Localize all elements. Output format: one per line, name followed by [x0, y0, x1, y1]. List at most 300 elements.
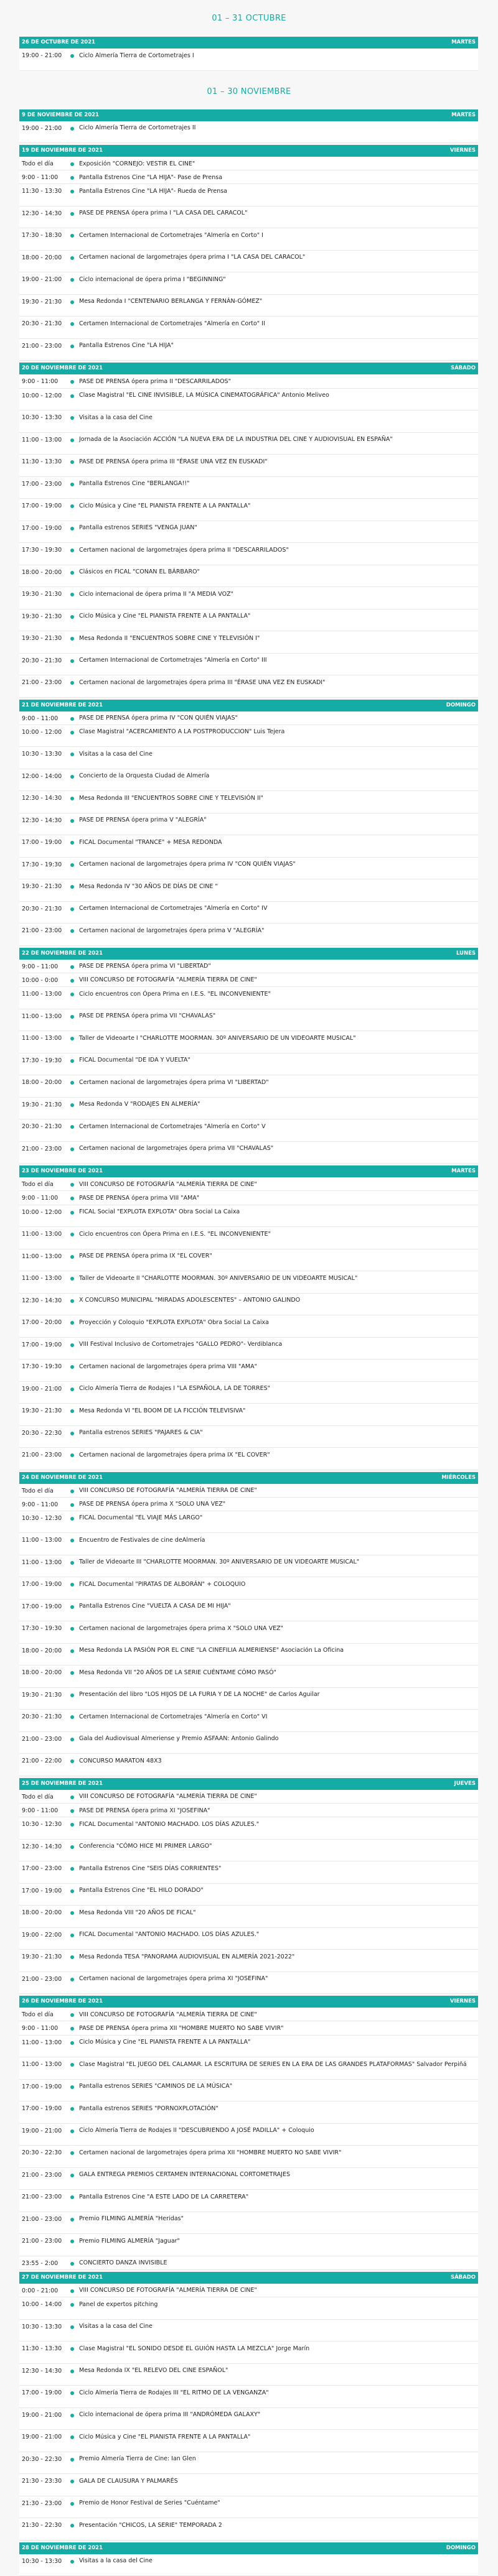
event-title[interactable]: Certamen nacional de largometrajes ópera prima IX "EL COVER"	[79, 1448, 478, 1459]
event-title[interactable]: VIII CONCURSO DE FOTOGRAFÍA "ALMERÍA TIERRA DE CINE"	[79, 2284, 478, 2295]
event-title[interactable]: Conferencia "CÓMO HICE MI PRIMER LARGO"	[79, 1840, 478, 1851]
event-title[interactable]: Mesa Redonda VIII "20 AÑOS DE FICAL"	[79, 1906, 478, 1917]
event-row[interactable]	[19, 2320, 478, 2342]
event-title[interactable]: Ciclo internacional de ópera prima I "BEGINNING"	[79, 272, 478, 284]
event-title[interactable]: Pantalla Estrenos Cine "EL HILO DORADO"	[79, 1884, 478, 1895]
event-title[interactable]: FICAL Documental "ANTONIO MACHADO. LOS DÍAS AZULES."	[79, 1817, 478, 1828]
event-title[interactable]: PASE DE PRENSA ópera prima IV "CON QUIÉN VIAJAS"	[79, 711, 478, 723]
bullet-dot-icon	[70, 965, 74, 969]
event-row[interactable]	[19, 2342, 478, 2364]
bullet-dot-icon	[70, 1809, 74, 1813]
event-title[interactable]: Mesa Redonda IX "EL RELEVO DEL CINE ESPAÑOL"	[79, 2364, 478, 2375]
event-row[interactable]	[19, 170, 478, 184]
event-row[interactable]	[19, 317, 478, 339]
event-row[interactable]	[19, 609, 478, 632]
event-time: 17:00 - 19:00	[19, 2101, 63, 2113]
event-row[interactable]	[19, 2234, 478, 2256]
event-time: 19:30 - 21:30	[19, 609, 63, 621]
bullet-dot-icon	[70, 993, 74, 996]
event-title[interactable]: Pantalla Estrenos Cine "LA HIJA"- Pase de Prensa	[79, 170, 478, 182]
event-row[interactable]	[19, 2036, 478, 2058]
event-row[interactable]	[19, 121, 478, 144]
event-title[interactable]: Concierto de la Orquesta Ciudad de Almería	[79, 769, 478, 781]
event-row[interactable]	[19, 1075, 478, 1098]
bullet-dot-icon	[70, 300, 74, 304]
event-title[interactable]: Ciclo encuentros con Ópera Prima en I.E.S. "EL INCONVENIENTE"	[79, 987, 478, 998]
event-title[interactable]: Pantalla Estrenos Cine "VUELTA A CASA DE MI HIJA"	[79, 1600, 478, 1611]
event-title[interactable]: Presentación del libro "LOS HIJOS DE LA FURIA Y DE LA NOCHE" de Carlos Aguilar	[79, 1688, 478, 1699]
event-row[interactable]	[19, 295, 478, 317]
event-row[interactable]	[19, 49, 478, 71]
event-row[interactable]	[19, 2021, 478, 2035]
event-title[interactable]: FICAL Social "EXPLOTA EXPLOTA" Obra Social La Caixa	[79, 1205, 478, 1216]
event-row[interactable]	[19, 1884, 478, 1906]
events-page	[0, 12, 498, 1930]
event-row[interactable]	[19, 747, 478, 769]
event-title[interactable]: X CONCURSO MUNICIPAL "MIRADAS ADOLESCENTES" – ANTONIO GALINDO	[79, 1294, 478, 1305]
event-title[interactable]: Premio FILMING ALMERÍA "Heridas"	[79, 2212, 478, 2223]
event-row[interactable]	[19, 2256, 478, 2270]
event-time: 10:30 - 12:30	[19, 1511, 63, 1522]
event-title[interactable]: FICAL Documental "ANTONIO MACHADO. LOS DÍAS AZULES."	[79, 1928, 478, 1939]
event-title[interactable]: Certamen nacional de largometrajes ópera prima V "ALEGRÍA"	[79, 924, 478, 935]
event-row[interactable]	[19, 2080, 478, 2102]
event-title[interactable]: Proyección y Coloquio "EXPLOTA EXPLOTA" Obra Social La Caixa	[79, 1315, 478, 1327]
event-title[interactable]: Certamen Internacional de Cortometrajes "Almería en Corto" II	[79, 317, 478, 328]
event-row[interactable]	[19, 973, 478, 987]
bullet-dot-icon	[70, 1738, 74, 1741]
event-row[interactable]	[19, 455, 478, 477]
event-title[interactable]: Ciclo internacional de ópera prima II "A MEDIA VOZ"	[79, 587, 478, 598]
event-title[interactable]: PASE DE PRENSA ópera prima III "ÉRASE UNA VEZ EN EUSKADI"	[79, 455, 478, 466]
event-title[interactable]: PASE DE PRENSA ópera prima VIII "AMA"	[79, 1191, 478, 1202]
event-title[interactable]: Pantalla estrenos SERIES "PORNOXPLOTACIÓN"	[79, 2101, 478, 2113]
event-row[interactable]	[19, 1098, 478, 1120]
event-title[interactable]: PASE DE PRENSA ópera prima VII "CHAVALAS"	[79, 1009, 478, 1021]
event-title[interactable]: Taller de Videoarte I "CHARLOTTE MOORMAN. 30º ANIVERSARIO DE UN VIDEOARTE MUSICAL"	[79, 1031, 478, 1042]
event-time: 20:30 - 21:30	[19, 1119, 63, 1131]
bullet-dot-icon	[70, 1978, 74, 1981]
bullet-dot-icon	[70, 1823, 74, 1827]
day-block	[19, 145, 478, 361]
event-title[interactable]: Panel de expertos pitching	[79, 2297, 478, 2309]
event-row[interactable]	[19, 924, 478, 946]
bullet-dot-icon	[70, 1627, 74, 1631]
event-title[interactable]: Certamen nacional de largometrajes ópera prima II "DESCARRILADOS"	[79, 543, 478, 554]
event-row[interactable]	[19, 1688, 478, 1710]
event-title[interactable]: Certamen nacional de largometrajes ópera prima VII "CHAVALAS"	[79, 1142, 478, 1153]
event-row[interactable]	[19, 791, 478, 813]
day-block	[19, 2272, 478, 2541]
event-row[interactable]	[19, 2430, 478, 2452]
bullet-dot-icon	[70, 2085, 74, 2089]
event-title[interactable]: Clase Magistral "ACERCAMIENTO A LA POSTPRODUCCION" Luis Tejera	[79, 725, 478, 736]
bullet-dot-icon	[70, 416, 74, 420]
event-time: 19:00 - 22:00	[19, 1928, 63, 1939]
event-title[interactable]: Certamen Internacional de Cortometrajes "Almería en Corto" V	[79, 1119, 478, 1131]
event-row[interactable]	[19, 813, 478, 836]
event-time: 21:00 - 22:00	[19, 1754, 63, 1765]
bullet-dot-icon	[70, 1671, 74, 1675]
event-title[interactable]: Ciclo Música y Cine "EL PIANISTA FRENTE A LA PANTALLA"	[79, 499, 478, 510]
event-row[interactable]	[19, 1928, 478, 1950]
event-title[interactable]: Pantalla estrenos SERIES "CAMINOS DE LA MÚSICA"	[79, 2080, 478, 2091]
event-time: Todo el día	[19, 1790, 63, 1801]
event-time: 17:00 - 19:00	[19, 499, 63, 510]
event-row[interactable]	[19, 1426, 478, 1448]
event-row[interactable]	[19, 477, 478, 499]
event-row[interactable]	[19, 1533, 478, 1555]
event-title[interactable]: Certamen nacional de largometrajes ópera prima VIII "AMA"	[79, 1360, 478, 1371]
event-title[interactable]: Pantalla Estrenos Cine "BERLANGA!!"	[79, 477, 478, 488]
event-time: 9:00 - 11:00	[19, 1804, 63, 1815]
event-row[interactable]	[19, 1009, 478, 1032]
event-row[interactable]	[19, 1972, 478, 1995]
event-title[interactable]: Ciclo Música y Cine "EL PIANISTA FRENTE A LA PANTALLA"	[79, 609, 478, 621]
event-row[interactable]	[19, 1840, 478, 1862]
event-row[interactable]	[19, 2364, 478, 2386]
event-time: 21:00 - 23:00	[19, 675, 63, 687]
event-row[interactable]	[19, 960, 478, 973]
event-title[interactable]: Certamen nacional de largometrajes ópera prima VI "LIBERTAD"	[79, 1075, 478, 1086]
event-row[interactable]	[19, 1498, 478, 1511]
bullet-dot-icon	[70, 1255, 74, 1259]
event-title[interactable]: Ciclo Almería Tierra de Rodajes II "DESCUBRIENDO A JOSÉ PADILLA" + Coloquio	[79, 2124, 478, 2135]
event-row[interactable]	[19, 2057, 478, 2080]
event-time: 11:30 - 13:30	[19, 2342, 63, 2353]
event-title[interactable]: Visitas a la casa del Cine	[79, 2554, 478, 2565]
event-title[interactable]: Mesa Redonda TESA "PANORAMA AUDIOVISUAL EN ALMERÍA 2021-2022"	[79, 1950, 478, 1961]
event-row[interactable]	[19, 2168, 478, 2190]
event-row[interactable]	[19, 1861, 478, 1884]
event-row[interactable]	[19, 1511, 478, 1534]
event-title[interactable]: Ciclo Música y Cine "EL PIANISTA FRENTE A LA PANTALLA"	[79, 2036, 478, 2047]
event-title[interactable]: VIII CONCURSO DE FOTOGRAFÍA "ALMERÍA TIERRA DE CINE"	[79, 1790, 478, 1801]
event-title[interactable]: Pantalla Estrenos Cine "A ESTE LADO DE LA CARRETERA"	[79, 2190, 478, 2201]
event-title[interactable]: FICAL Documental "TRANCE" + MESA REDONDA	[79, 835, 478, 846]
event-row[interactable]	[19, 1555, 478, 1578]
event-title[interactable]: PASE DE PRENSA ópera prima VI "LIBERTAD"	[79, 960, 478, 971]
event-row[interactable]	[19, 1404, 478, 1426]
bullet-dot-icon	[70, 190, 74, 193]
event-row[interactable]	[19, 2008, 478, 2021]
event-row[interactable]	[19, 769, 478, 792]
event-title[interactable]: Ciclo Almería Tierra de Cortometrajes I	[79, 49, 478, 60]
event-row[interactable]	[19, 1666, 478, 1688]
event-title[interactable]: PASE DE PRENSA ópera prima XII "HOMBRE MUERTO NO SABE VIVIR"	[79, 2021, 478, 2032]
event-title[interactable]: PASE DE PRENSA ópera prima I "LA CASA DEL CARACOL"	[79, 206, 478, 218]
event-row[interactable]	[19, 2518, 478, 2541]
event-row[interactable]	[19, 1294, 478, 1316]
event-time: 10:00 - 0:00	[19, 973, 63, 985]
event-row[interactable]	[19, 2496, 478, 2519]
event-title[interactable]: Mesa Redonda VII "20 AÑOS DE LA SERIE CUÉNTAME CÓMO PASÓ"	[79, 1666, 478, 1677]
event-row[interactable]	[19, 1249, 478, 1272]
bullet-dot-icon	[70, 1759, 74, 1763]
event-title[interactable]: PASE DE PRENSA ópera prima II "DESCARRILADOS"	[79, 374, 478, 386]
event-row[interactable]	[19, 499, 478, 521]
event-title[interactable]: Taller de Videoarte III "CHARLOTTE MOORMAN. 30º ANIVERSARIO DE UN VIDEOARTE MUSICAL"	[79, 1555, 478, 1567]
event-time: 9:00 - 11:00	[19, 1191, 63, 1202]
bullet-dot-icon	[70, 907, 74, 911]
event-row[interactable]	[19, 587, 478, 609]
day-header	[19, 1778, 478, 1790]
event-title[interactable]: Ciclo Almería Tierra de Cortometrajes II	[79, 121, 478, 132]
event-title[interactable]: VIII CONCURSO DE FOTOGRAFÍA "ALMERÍA TIERRA DE CINE"	[79, 973, 478, 985]
bullet-dot-icon	[70, 1059, 74, 1063]
event-title[interactable]: Pantalla Estrenos Cine "LA HIJA"- Rueda de Prensa	[79, 184, 478, 195]
event-row[interactable]	[19, 1790, 478, 1804]
event-title[interactable]: Mesa Redonda VI "EL BOOM DE LA FICCIÓN TELEVISIVA"	[79, 1404, 478, 1415]
event-time: 12:30 - 14:30	[19, 813, 63, 825]
event-row[interactable]	[19, 389, 478, 411]
event-row[interactable]	[19, 1600, 478, 1622]
event-title[interactable]: VIII CONCURSO DE FOTOGRAFÍA "ALMERÍA TIERRA DE CINE"	[79, 1484, 478, 1495]
event-row[interactable]	[19, 725, 478, 748]
event-title[interactable]: PASE DE PRENSA ópera prima V "ALEGRÍA"	[79, 813, 478, 825]
event-title[interactable]: Certamen Internacional de Cortometrajes "Almería en Corto" VI	[79, 1710, 478, 1721]
event-title[interactable]: Pantalla estrenos SERIES "PAJARES & CIA"	[79, 1426, 478, 1437]
event-row[interactable]	[19, 1119, 478, 1142]
event-title[interactable]: Jornada de la Asociación ACCIÓN "LA NUEVA ERA DE LA INDUSTRIA DEL CINE Y AUDIOVISUAL EN ESPAÑA"	[79, 433, 478, 444]
event-title[interactable]: Pantalla Estrenos Cine "SEIS DÍAS CORRIENTES"	[79, 1861, 478, 1873]
event-title[interactable]: PASE DE PRENSA ópera prima X "SOLO UNA VEZ"	[79, 1498, 478, 1509]
event-title[interactable]: Certamen nacional de largometrajes ópera prima I "LA CASA DEL CARACOL"	[79, 251, 478, 262]
event-title[interactable]: FICAL Documental "PIRATAS DE ALBORÁN" + COLOQUIO	[79, 1577, 478, 1588]
event-title[interactable]: Pantalla Estrenos Cine "LA HIJA"	[79, 339, 478, 350]
event-title[interactable]: PASE DE PRENSA ópera prima IX "EL COVER"	[79, 1249, 478, 1261]
event-row[interactable]	[19, 1448, 478, 1470]
event-title[interactable]: VIII Festival Inclusivo de Cortometrajes "GALLO PEDRO"- Verdiblanca	[79, 1338, 478, 1349]
event-title[interactable]: Premio de Honor Festival de Series "Cuéntame"	[79, 2496, 478, 2508]
event-row[interactable]	[19, 835, 478, 858]
bullet-dot-icon	[70, 1015, 74, 1019]
event-row[interactable]	[19, 2146, 478, 2168]
day-weekday: VIERNES	[450, 1996, 476, 2008]
event-title[interactable]: Mesa Redonda IV "30 AÑOS DE DÍAS DE CINE "	[79, 879, 478, 891]
event-title[interactable]: Gala del Audiovisual Almeriense y Premio ASFAAN: Antonio Galindo	[79, 1732, 478, 1743]
event-title[interactable]: Mesa Redonda V "RODAJES EN ALMERÍA"	[79, 1098, 478, 1109]
event-row[interactable]	[19, 1804, 478, 1817]
bullet-dot-icon	[70, 438, 74, 442]
event-title[interactable]: Clase Magistral "EL SONIDO DESDE EL GUIÓN HASTA LA MEZCLA" Jorge Marín	[79, 2342, 478, 2353]
day-date: 21 DE NOVIEMBRE DE 2021	[22, 700, 103, 711]
event-time: 17:30 - 19:30	[19, 1054, 63, 1065]
event-row[interactable]	[19, 2297, 478, 2320]
event-title[interactable]: Encuentro de Festivales de cine deAlmería	[79, 1533, 478, 1544]
event-row[interactable]	[19, 711, 478, 725]
event-title[interactable]: FICAL Documental "EL VIAJE MÁS LARGO"	[79, 1511, 478, 1522]
event-row[interactable]	[19, 879, 478, 902]
bullet-dot-icon	[70, 380, 74, 384]
day-block	[19, 948, 478, 1164]
event-time: 9:00 - 11:00	[19, 1498, 63, 1509]
day-header	[19, 37, 478, 49]
event-title[interactable]: Certamen nacional de largometrajes ópera prima IV "CON QUIÉN VIAJAS"	[79, 858, 478, 869]
event-row[interactable]	[19, 1205, 478, 1228]
event-title[interactable]: Ciclo encuentros con Ópera Prima en I.E.S. "EL INCONVENIENTE"	[79, 1227, 478, 1238]
event-row[interactable]	[19, 2386, 478, 2408]
event-row[interactable]	[19, 1817, 478, 1840]
event-row[interactable]	[19, 654, 478, 676]
event-row[interactable]	[19, 565, 478, 588]
event-title[interactable]: Mesa Redonda II "ENCUENTROS SOBRE CINE Y TELEVISIÓN I"	[79, 631, 478, 642]
event-row[interactable]	[19, 1621, 478, 1644]
event-row[interactable]	[19, 1577, 478, 1600]
event-row[interactable]	[19, 374, 478, 388]
bullet-dot-icon	[70, 483, 74, 486]
event-title[interactable]: VIII CONCURSO DE FOTOGRAFÍA "ALMERÍA TIERRA DE CINE"	[79, 1177, 478, 1188]
event-time: 18:00 - 20:00	[19, 1075, 63, 1086]
event-row[interactable]	[19, 1950, 478, 1972]
event-row[interactable]	[19, 1271, 478, 1294]
event-row[interactable]	[19, 1142, 478, 1164]
event-title[interactable]: GALA ENTREGA PREMIOS CERTAMEN INTERNACIONAL CORTOMETRAJES	[79, 2168, 478, 2179]
event-row[interactable]	[19, 987, 478, 1009]
event-row[interactable]	[19, 1054, 478, 1076]
event-row[interactable]	[19, 157, 478, 170]
event-row[interactable]	[19, 410, 478, 433]
event-time: 21:00 - 23:00	[19, 1448, 63, 1459]
event-row[interactable]	[19, 1227, 478, 1249]
event-row[interactable]	[19, 631, 478, 654]
event-title[interactable]: Exposición "CORNEJO: VESTIR EL CINE"	[79, 157, 478, 168]
event-title[interactable]: Certamen nacional de largometrajes ópera prima III "ÉRASE UNA VEZ EN EUSKADI"	[79, 675, 478, 687]
event-time: 17:00 - 23:00	[19, 1861, 63, 1873]
event-row[interactable]	[19, 1315, 478, 1338]
day-weekday: LUNES	[456, 948, 476, 960]
event-title[interactable]: CONCIERTO DANZA INVISIBLE	[79, 2256, 478, 2268]
bullet-dot-icon	[70, 797, 74, 800]
bullet-dot-icon	[70, 2458, 74, 2462]
event-title[interactable]: Ciclo Almería Tierra de Rodajes I "LA ESPAÑOLA, LA DE TORRES"	[79, 1382, 478, 1393]
event-row[interactable]	[19, 675, 478, 698]
event-row[interactable]	[19, 184, 478, 206]
event-row[interactable]	[19, 2408, 478, 2430]
event-title[interactable]: GALA DE CLAUSURA Y PALMARÉS	[79, 2474, 478, 2485]
event-row[interactable]	[19, 1031, 478, 1054]
event-time: 20:30 - 21:30	[19, 902, 63, 913]
event-row[interactable]	[19, 858, 478, 880]
bullet-dot-icon	[70, 2195, 74, 2199]
event-row[interactable]	[19, 1191, 478, 1205]
event-time: Todo el día	[19, 1177, 63, 1188]
event-row[interactable]	[19, 1484, 478, 1498]
event-row[interactable]	[19, 1732, 478, 1754]
event-row[interactable]	[19, 902, 478, 924]
event-title[interactable]: Premio Almería Tierra de Cine: Ian Glen	[79, 2452, 478, 2463]
event-row[interactable]	[19, 1382, 478, 1404]
event-row[interactable]	[19, 206, 478, 229]
event-time: 11:00 - 13:00	[19, 1227, 63, 1238]
event-row[interactable]	[19, 1338, 478, 1360]
event-row[interactable]	[19, 2212, 478, 2235]
event-time: 21:00 - 23:00	[19, 339, 63, 350]
event-row[interactable]	[19, 521, 478, 544]
event-row[interactable]	[19, 1360, 478, 1382]
event-row[interactable]	[19, 543, 478, 565]
event-row[interactable]	[19, 339, 478, 361]
event-title[interactable]: PASE DE PRENSA ópera prima XI "JOSEFINA"	[79, 1804, 478, 1815]
event-row[interactable]	[19, 272, 478, 295]
event-row[interactable]	[19, 2101, 478, 2124]
event-title[interactable]: Ciclo Almería Tierra de Rodajes III "EL RITMO DE LA VENGANZA"	[79, 2386, 478, 2397]
day-header	[19, 2272, 478, 2284]
bullet-dot-icon	[70, 2262, 74, 2266]
bullet-dot-icon	[70, 1125, 74, 1129]
event-time: 11:00 - 13:00	[19, 433, 63, 444]
event-title[interactable]: Certamen Internacional de Cortometrajes "Almería en Corto" IV	[79, 902, 478, 913]
bullet-dot-icon	[70, 681, 74, 685]
event-title[interactable]: Presentación "CHICOS, LA SERIE" TEMPORADA 2	[79, 2518, 478, 2529]
event-title[interactable]: Mesa Redonda III "ENCUENTROS SOBRE CINE Y TELEVISIÓN II"	[79, 791, 478, 802]
bullet-dot-icon	[70, 1490, 74, 1493]
event-time: 19:30 - 21:30	[19, 587, 63, 598]
event-title[interactable]: Certamen Internacional de Cortometrajes "Almería en Corto" III	[79, 654, 478, 665]
bullet-dot-icon	[70, 2027, 74, 2031]
event-title[interactable]: Certamen nacional de largometrajes ópera prima X "SOLO UNA VEZ"	[79, 1621, 478, 1633]
event-title[interactable]: Taller de Videoarte II "CHARLOTTE MOORMAN. 30º ANIVERSARIO DE UN VIDEOARTE MUSICAL"	[79, 1271, 478, 1282]
event-title[interactable]: Visitas a la casa del Cine	[79, 2320, 478, 2331]
event-row[interactable]	[19, 2554, 478, 2576]
event-title[interactable]: Pantalla estrenos SERIES "VENGA JUAN"	[79, 521, 478, 532]
event-title[interactable]: Mesa Redonda I "CENTENARIO BERLANGA Y FERNÁN-GÓMEZ"	[79, 295, 478, 306]
event-row[interactable]	[19, 1177, 478, 1191]
event-title[interactable]: Visitas a la casa del Cine	[79, 410, 478, 422]
event-title[interactable]: Certamen nacional de largometrajes ópera prima XI "JOSEFINA"	[79, 1972, 478, 1983]
day-date: 22 DE NOVIEMBRE DE 2021	[22, 948, 103, 960]
event-time: 21:00 - 23:00	[19, 1732, 63, 1743]
event-row[interactable]	[19, 1754, 478, 1776]
event-row[interactable]	[19, 2284, 478, 2297]
event-row[interactable]	[19, 1644, 478, 1666]
event-title[interactable]: VIII CONCURSO DE FOTOGRAFÍA "ALMERÍA TIERRA DE CINE"	[79, 2008, 478, 2019]
day-header	[19, 700, 478, 711]
event-time: 12:30 - 14:30	[19, 2364, 63, 2375]
event-row[interactable]	[19, 1906, 478, 1928]
event-row[interactable]	[19, 2190, 478, 2212]
event-row[interactable]	[19, 2124, 478, 2146]
event-title[interactable]: Clase Magistral "EL JUEGO DEL CALAMAR. LA ESCRITURA DE SERIES EN LA ERA DE LAS GRANDES PLATAFORMAS" Salvador Perpiñá	[79, 2057, 478, 2069]
event-title[interactable]: FICAL Documental "DE IDA Y VUELTA"	[79, 1054, 478, 1065]
event-row[interactable]	[19, 2474, 478, 2496]
event-row[interactable]	[19, 1710, 478, 1732]
event-title[interactable]: Ciclo Música y Cine "EL PIANISTA FRENTE A LA PANTALLA"	[79, 2430, 478, 2441]
event-title[interactable]: Mesa Redonda LA PASIÓN POR EL CINE "LA CINEFILIA ALMERIENSE" Asociación La Oficina	[79, 1644, 478, 1655]
event-title[interactable]: Clase Magistral "EL CINE INVISIBLE, LA MÚSICA CINEMATOGRÁFICA" Antonio Meliveo	[79, 389, 478, 400]
event-title[interactable]: Premio FILMING ALMERÍA "Jaguar"	[79, 2234, 478, 2245]
bullet-dot-icon	[70, 2524, 74, 2527]
event-row[interactable]	[19, 2452, 478, 2475]
event-title[interactable]: Ciclo internacional de ópera prima III "ANDRÓMEDA GALAXY"	[79, 2408, 478, 2419]
event-time: 23:55 - 2:00	[19, 2256, 63, 2268]
event-row[interactable]	[19, 433, 478, 455]
bullet-dot-icon	[70, 571, 74, 575]
event-time: 19:30 - 21:30	[19, 295, 63, 306]
bullet-dot-icon	[70, 885, 74, 889]
event-title[interactable]: Certamen nacional de largometrajes ópera prima XII "HOMBRE MUERTO NO SABE VIVIR"	[79, 2146, 478, 2157]
event-title[interactable]: CONCURSO MARATON 48X3	[79, 1754, 478, 1765]
event-title[interactable]: Certamen Internacional de Cortometrajes "Almería en Corto" I	[79, 228, 478, 239]
event-time: 10:00 - 12:00	[19, 725, 63, 736]
bullet-dot-icon	[70, 2240, 74, 2243]
event-row[interactable]	[19, 228, 478, 251]
event-title[interactable]: Visitas a la casa del Cine	[79, 747, 478, 758]
event-row[interactable]	[19, 251, 478, 273]
bullet-dot-icon	[70, 1183, 74, 1187]
event-time: 11:00 - 13:00	[19, 1009, 63, 1021]
event-title[interactable]: Clásicos en FICAL "CONAN EL BÁRBARO"	[79, 565, 478, 577]
